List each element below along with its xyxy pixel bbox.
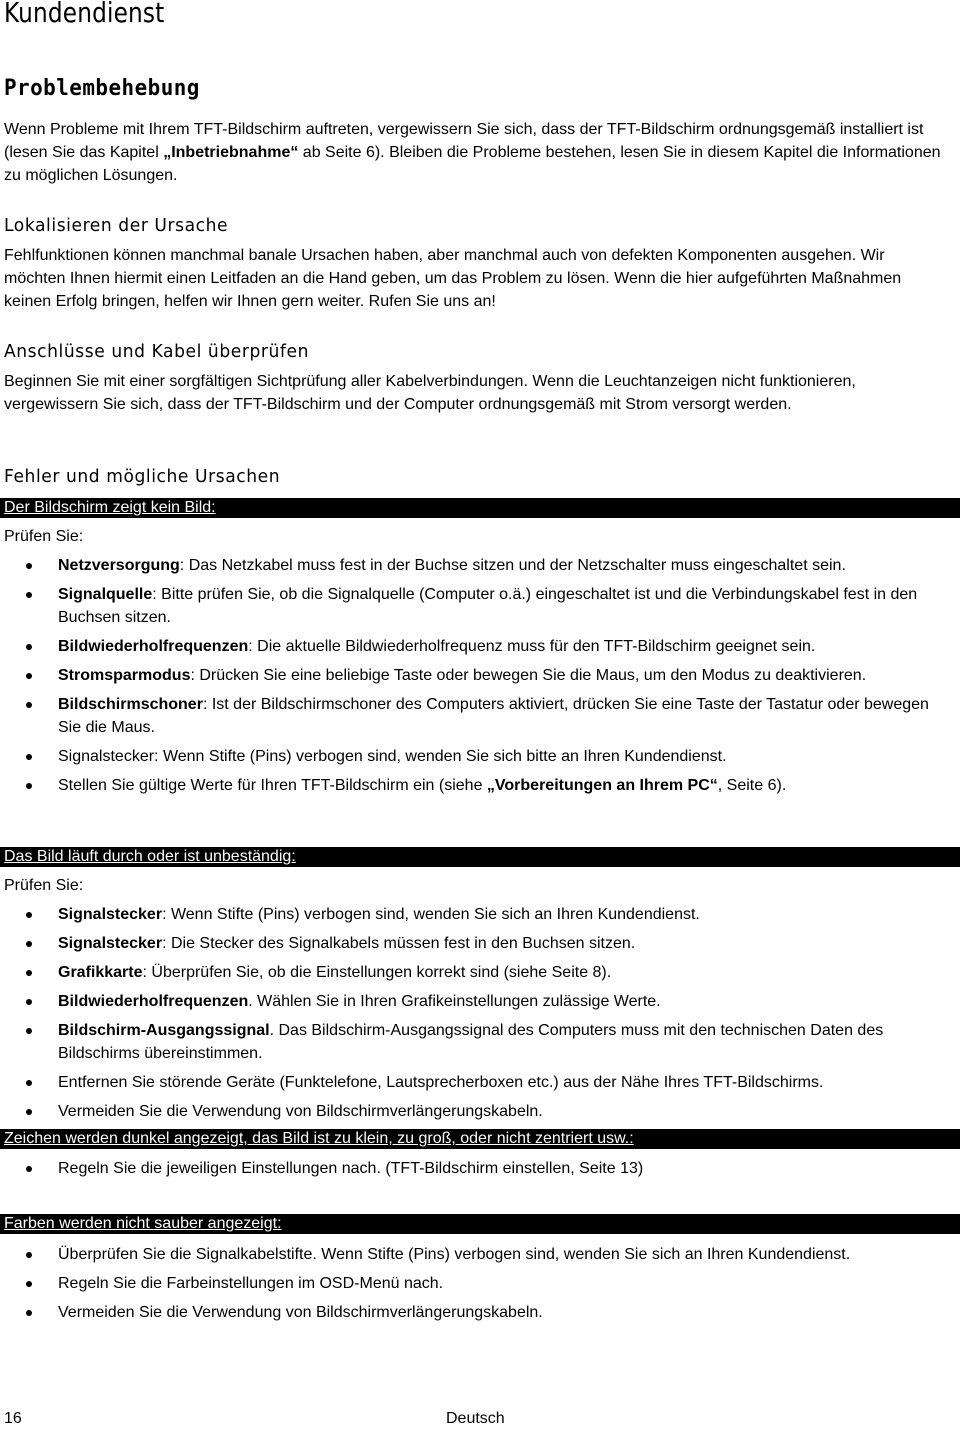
list-item-text: : Die aktuelle Bildwiederholfrequenz muss für den TFT-Bildschirm geeignet sein. bbox=[248, 638, 816, 655]
list-item-text: Vermeiden Sie die Verwendung von Bildschirmverlängerungskabeln. bbox=[58, 1103, 543, 1120]
list-item-term: Signalstecker bbox=[58, 906, 163, 923]
list-item bbox=[0, 1301, 938, 1324]
list-item-reference: „Vorbereitungen an Ihrem PC“ bbox=[486, 777, 718, 794]
list-farben bbox=[0, 1243, 960, 1330]
bullet-icon bbox=[26, 912, 32, 918]
list-item bbox=[0, 774, 938, 797]
list-item-text: : Wenn Stifte (Pins) verbogen sind, wenden Sie sich an Ihren Kundendienst. bbox=[162, 906, 700, 923]
bullet-icon bbox=[26, 644, 32, 650]
heading-lokalisieren: Lokalisieren der Ursache bbox=[4, 215, 229, 236]
bullet-icon bbox=[26, 999, 32, 1005]
bullet-icon bbox=[26, 1080, 32, 1086]
page-number: 16 bbox=[4, 1410, 22, 1427]
bullet-icon bbox=[26, 754, 32, 760]
heading-anschluesse: Anschlüsse und Kabel überprüfen bbox=[4, 341, 309, 362]
list-item-text: Signalstecker: Wenn Stifte (Pins) verbogen sind, wenden Sie sich bitte an Ihren Kundendienst. bbox=[58, 748, 727, 765]
list-item-term: Bildwiederholfrequenzen bbox=[58, 638, 249, 655]
bullet-icon bbox=[26, 1310, 32, 1316]
section-bar-unbestaendig: Das Bild läuft durch oder ist unbeständig: bbox=[0, 847, 960, 867]
list-item bbox=[0, 583, 938, 629]
list-item bbox=[0, 635, 938, 658]
list-item bbox=[0, 554, 938, 577]
list-item-text: : Das Netzkabel muss fest in der Buchse sitzen und der Netzschalter muss eingeschaltet sein. bbox=[179, 557, 846, 574]
heading-fehler: Fehler und mögliche Ursachen bbox=[4, 466, 281, 487]
list-kein-bild bbox=[0, 554, 960, 803]
bullet-icon bbox=[26, 1252, 32, 1258]
list-item-term: Bildwiederholfrequenzen bbox=[58, 993, 249, 1010]
list-item-text: : Ist der Bildschirmschoner des Computers aktiviert, drücken Sie eine Taste der Tastatur oder bewegen Sie die Maus. bbox=[58, 696, 929, 736]
bullet-icon bbox=[26, 1028, 32, 1034]
list-item-text: , Seite 6). bbox=[717, 777, 787, 794]
list-zeichen-dunkel bbox=[0, 1157, 960, 1186]
list-item bbox=[0, 664, 938, 687]
bullet-icon bbox=[26, 702, 32, 708]
list-item bbox=[0, 1272, 938, 1295]
intro-paragraph: Wenn Probleme mit Ihrem TFT-Bildschirm auftreten, vergewissern Sie sich, dass der TFT-Bildschirm ordnungsgemäß installiert ist (lesen Sie das Kapitel „Inbetriebnahme“ ab Seite 6). Bleiben die Probleme bestehen, lesen Sie in diesem Kapitel die Informationen zu möglichen Lösungen. bbox=[4, 121, 941, 184]
bullet-icon bbox=[26, 1281, 32, 1287]
list-item-term: Stromsparmodus bbox=[58, 667, 191, 684]
list-item bbox=[0, 1071, 938, 1094]
page-title: Kundendienst bbox=[4, 0, 165, 29]
bullet-icon bbox=[26, 563, 32, 569]
pruefen-label: Prüfen Sie: bbox=[4, 528, 84, 545]
list-unbestaendig bbox=[0, 903, 960, 1129]
list-item-term: Netzversorgung bbox=[58, 557, 180, 574]
section-bar-farben: Farben werden nicht sauber angezeigt: bbox=[0, 1214, 960, 1234]
list-item-term: Bildschirmschoner bbox=[58, 696, 203, 713]
anschluesse-paragraph: Beginnen Sie mit einer sorgfältigen Sichtprüfung aller Kabelverbindungen. Wenn die Leuchtanzeigen nicht funktionieren, vergewissern Sie sich, dass der TFT-Bildschirm und der Computer ordnungsgemäß mit Strom versorgt werden. bbox=[4, 373, 856, 413]
section-bar-kein-bild: Der Bildschirm zeigt kein Bild: bbox=[0, 498, 960, 518]
list-item-text: : Bitte prüfen Sie, ob die Signalquelle (Computer o.ä.) eingeschaltet ist und die Verbindungskabel fest in den Buchsen sitzen. bbox=[58, 586, 918, 626]
list-item-text: . Wählen Sie in Ihren Grafikeinstellungen zulässige Werte. bbox=[248, 993, 661, 1010]
list-item-text: Überprüfen Sie die Signalkabelstifte. Wenn Stifte (Pins) verbogen sind, wenden Sie sich an Ihren Kundendienst. bbox=[58, 1246, 851, 1263]
list-item bbox=[0, 990, 938, 1013]
list-item bbox=[0, 693, 938, 739]
bullet-icon bbox=[26, 1166, 32, 1172]
list-item-text: : Überprüfen Sie, ob die Einstellungen korrekt sind (siehe Seite 8). bbox=[142, 964, 612, 981]
bullet-icon bbox=[26, 941, 32, 947]
bullet-icon bbox=[26, 673, 32, 679]
footer-language: Deutsch bbox=[446, 1410, 505, 1427]
list-item bbox=[0, 932, 938, 955]
list-item-text: Stellen Sie gültige Werte für Ihren TFT-Bildschirm ein (siehe bbox=[58, 777, 487, 794]
pruefen-label: Prüfen Sie: bbox=[4, 877, 84, 894]
section-bar-zeichen-dunkel: Zeichen werden dunkel angezeigt, das Bild ist zu klein, zu groß, oder nicht zentriert usw.: bbox=[0, 1129, 960, 1149]
bullet-icon bbox=[26, 592, 32, 598]
heading-problembehebung: Problembehebung bbox=[4, 76, 200, 101]
list-item-text: . Das Bildschirm-Ausgangssignal des Computers muss mit den technischen Daten des Bildschirms übereinstimmen. bbox=[58, 1022, 884, 1062]
lokalisieren-paragraph: Fehlfunktionen können manchmal banale Ursachen haben, aber manchmal auch von defekten Komponenten ausgehen. Wir möchten Ihnen hiermit einen Leitfaden an die Hand geben, um das Problem zu lösen. Wenn die hier aufgeführten Maßnahmen keinen Erfolg bringen, helfen wir Ihnen gern weiter. Rufen Sie uns an! bbox=[4, 247, 902, 310]
list-item-text: Regeln Sie die jeweiligen Einstellungen nach. (TFT-Bildschirm einstellen, Seite 13) bbox=[58, 1160, 644, 1177]
bullet-icon bbox=[26, 970, 32, 976]
bullet-icon bbox=[26, 1109, 32, 1115]
list-item bbox=[0, 1019, 938, 1065]
list-item-term: Bildschirm-Ausgangssignal bbox=[58, 1022, 270, 1039]
list-item-text: : Drücken Sie eine beliebige Taste oder bewegen Sie die Maus, um den Modus zu deaktivieren. bbox=[190, 667, 867, 684]
list-item-term: Grafikkarte bbox=[58, 964, 143, 981]
list-item bbox=[0, 1100, 938, 1123]
list-item bbox=[0, 1157, 938, 1180]
list-item-term: Signalquelle bbox=[58, 586, 153, 603]
bullet-icon bbox=[26, 783, 32, 789]
list-item bbox=[0, 745, 938, 768]
list-item bbox=[0, 903, 938, 926]
list-item bbox=[0, 961, 938, 984]
list-item-text: Entfernen Sie störende Geräte (Funktelefone, Lautsprecherboxen etc.) aus der Nähe Ihres TFT-Bildschirms. bbox=[58, 1074, 824, 1091]
list-item bbox=[0, 1243, 938, 1266]
list-item-text: Vermeiden Sie die Verwendung von Bildschirmverlängerungskabeln. bbox=[58, 1304, 543, 1321]
list-item-text: Regeln Sie die Farbeinstellungen im OSD-Menü nach. bbox=[58, 1275, 444, 1292]
list-item-text: : Die Stecker des Signalkabels müssen fest in den Buchsen sitzen. bbox=[162, 935, 636, 952]
list-item-term: Signalstecker bbox=[58, 935, 163, 952]
